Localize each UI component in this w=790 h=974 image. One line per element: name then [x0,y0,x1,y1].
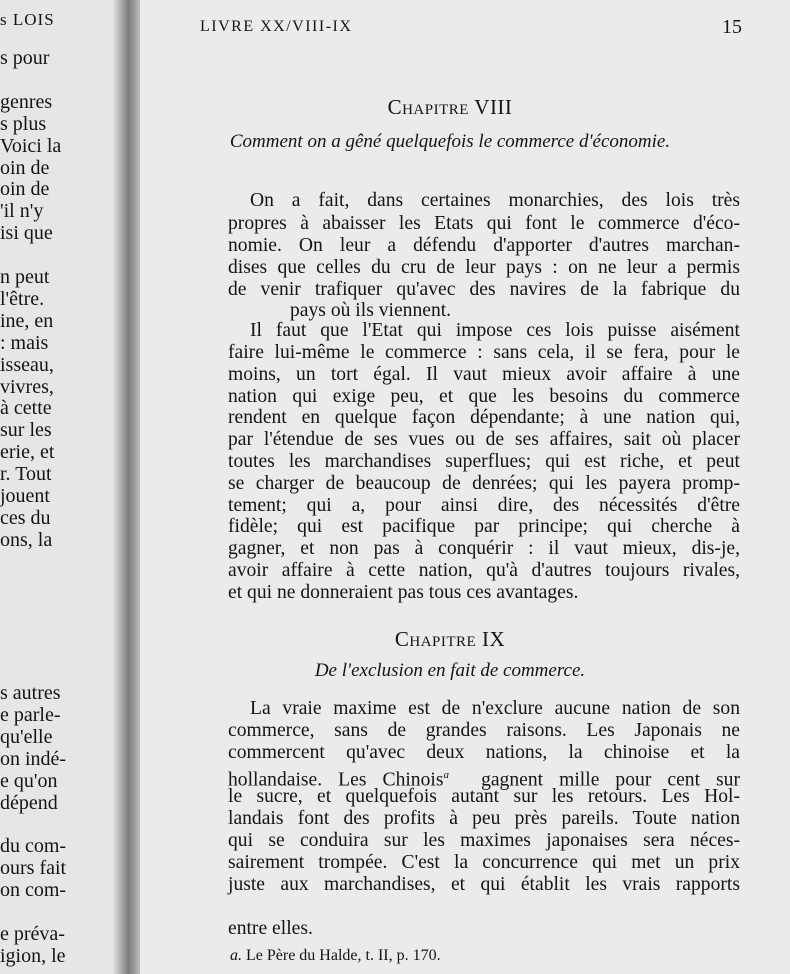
body-line: tement; qui a, pour ainsi dire, des nécessités d'être [228,495,740,516]
left-page-line: n peut [0,266,50,288]
body-line: qui se conduira sur les maximes japonaises sera néces- [228,830,740,851]
left-page-line: e préva- [0,923,65,945]
left-page-line: l'être. [0,287,45,310]
left-page-line: ine, en [0,309,54,332]
body-line: de venir trafiquer qu'avec des navires de la fabrique du [228,279,740,300]
body-line: fidèle; qui est pacifique par principe; qui cherche à [228,516,740,537]
left-page-line: oin de [0,178,50,201]
body-line: entre elles. [228,918,313,939]
left-page-line: vivres, [0,375,54,398]
left-page-line: ces du [0,506,51,529]
left-page-line: : mais [0,331,49,354]
body-line: commerce, sans de grandes raisons. Les Japonais ne [228,720,740,741]
left-page-line: sur les [0,419,52,442]
footnote-label: a. [230,947,242,964]
body-line: Il faut que l'Etat qui impose ces lois puisse aisément [250,320,740,341]
body-line: toutes les marchandises superflues; qui est riche, et peut [228,451,740,472]
body-line: par l'étendue de ses vues ou de ses affaires, sait où placer [228,429,740,450]
left-page-line: e parle- [0,704,61,726]
left-page-line: à cette [0,397,52,420]
right-page [140,0,790,974]
body-line: rendent en quelque façon dépendante; à une nation qui, [228,407,740,428]
left-page-line: erie, et [0,441,55,464]
body-line-part: hollandaise. Les Chinois [228,769,444,791]
body-line: juste aux marchandises, et qui établit les vrais rapports [228,874,740,895]
body-line: nomie. On leur a défendu d'apporter d'autres marchan- [228,235,740,256]
body-line: nation qui exige peu, et que les besoins du commerce [228,386,740,407]
left-page-line: r. Tout [0,463,52,486]
chapter-viii-title: Chapitre VIII [387,95,513,119]
footnote [230,947,441,965]
page-number: 15 [722,16,742,38]
body-line: pays où ils viennent. [290,300,452,321]
body-line: faire lui-même le commerce : sans cela, il se fera, pour le [228,342,740,363]
left-page-line: ons, la [0,528,53,551]
left-page-line: s pour [0,47,50,69]
body-line: gagner, et non pas à conquérir : il vaut mieux, dis-je, [228,538,740,559]
body-line: propres à abaisser les Etats qui font le commerce d'éco- [228,213,740,234]
left-page-line: dépend [0,791,58,814]
body-line: moins, un tort égal. Il vaut mieux avoir affaire à une [228,364,740,385]
body-line: le sucre, et quelquefois autant sur les retours. Les Hol- [228,786,740,807]
body-line: commercent qu'avec deux nations, la chinoise et la [228,742,740,763]
left-page-line: on indé- [0,747,67,770]
body-line: landais font des profits à peu près pareils. Toute nation [228,808,740,829]
left-page-line: ours fait [0,857,67,880]
body-line: sairement trompée. C'est la concurrence qui met un prix [228,852,740,873]
chapter-ix-subtitle: De l'exclusion en fait de commerce. [314,660,586,681]
left-page-line: igion, le [0,944,66,967]
left-page-line: genres [0,90,53,113]
chapter-ix-title: Chapitre IX [394,627,506,651]
left-page-line: s plus [0,112,47,135]
chapter-viii-subtitle: Comment on a gêné quelquefois le commerce d'économie. [229,131,671,152]
left-page-line: s autres [0,682,61,705]
body-line: avoir affaire à cette nation, qu'à d'autres toujours rivales, [228,560,740,581]
left-page-header: s LOIS [0,10,55,29]
body-line: se charger de beaucoup de denrées; qui les payera promp- [228,473,740,494]
left-page-line: oin de [0,156,50,179]
left-page-line: Voici la [0,134,62,157]
book-gutter [112,0,142,974]
left-page-line: isseau, [0,353,54,376]
footnote-text: Le Père du Halde, t. II, p. 170. [246,947,441,964]
body-line: et qui ne donneraient pas tous ces avantages. [228,582,579,603]
body-line: La vraie maxime est de n'exclure aucune nation de son [250,698,740,719]
body-line: dises que celles du cru de leur pays : on ne leur a permis [228,257,740,278]
left-page-line: e qu'on [0,769,58,792]
left-page-line: qu'elle [0,725,53,748]
left-page-line: du com- [0,835,67,858]
left-page-line: jouent [0,485,50,507]
footnote-marker: a [443,769,449,781]
left-page-line: on com- [0,879,67,902]
left-page [0,0,118,974]
body-line-part: gagnent mille pour cent sur [481,769,741,791]
left-page-line: 'il n'y [0,200,44,223]
running-header: LIVRE XX/VIII-IX [200,18,353,35]
left-page-line: isi que [0,222,53,245]
body-line: On a fait, dans certaines monarchies, des lois très [250,190,740,211]
